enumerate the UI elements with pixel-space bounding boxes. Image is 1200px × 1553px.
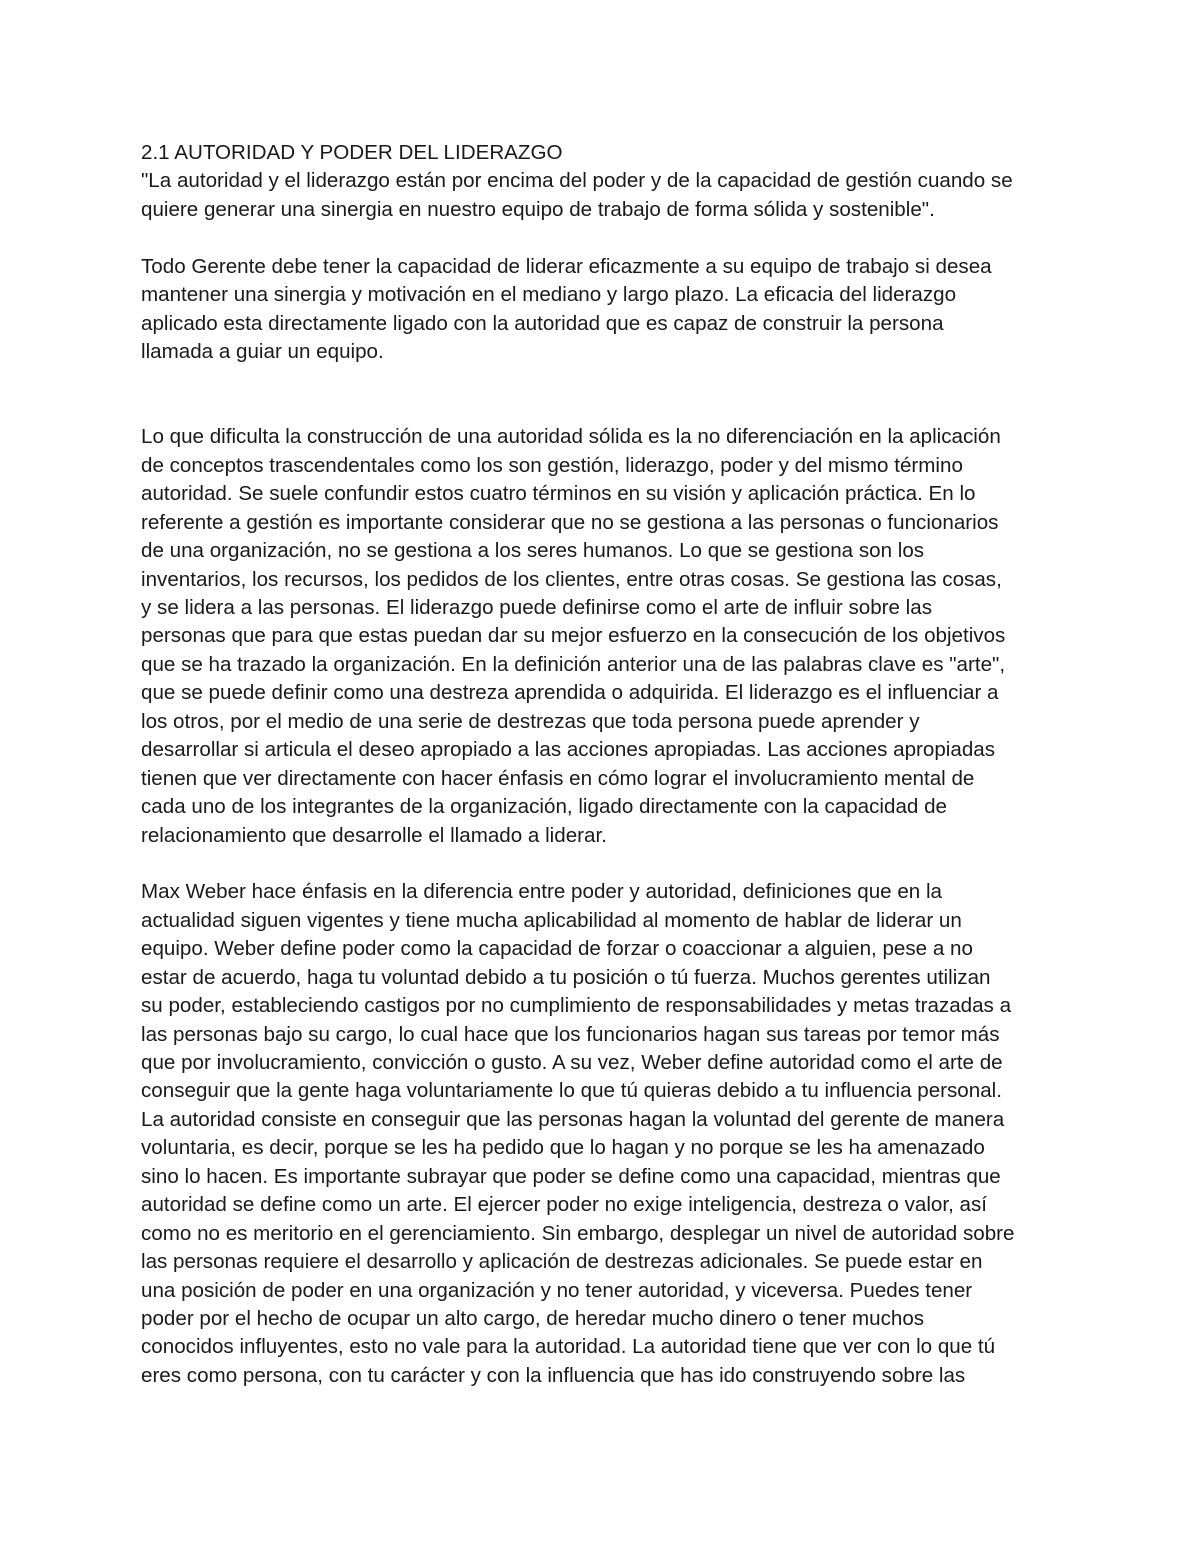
text-line: personas que para que estas puedan dar su mejor esfuerzo en la consecución de los objetivos [141, 624, 1006, 648]
text-line: de conceptos trascendentales como los son gestión, liderazgo, poder y del mismo término [141, 453, 963, 477]
document-body [141, 139, 1066, 1390]
text-line: cada uno de los integrantes de la organización, ligado directamente con la capacidad de [141, 795, 947, 819]
text-line: conocidos influyentes, esto no vale para la autoridad. La autoridad tiene que ver con lo que tú [141, 1335, 996, 1359]
text-line: que se puede definir como una destreza aprendida o adquirida. El liderazgo es el influenciar a [141, 681, 999, 705]
text-line: y se lidera a las personas. El liderazgo puede definirse como el arte de influir sobre las [141, 596, 932, 620]
text-line: actualidad siguen vigentes y tiene mucha aplicabilidad al momento de hablar de liderar un [141, 908, 962, 932]
text-line: como no es meritorio en el gerenciamiento. Sin embargo, desplegar un nivel de autoridad sobre [141, 1221, 1015, 1245]
text-line: desarrollar si articula el deseo apropiado a las acciones apropiadas. Las acciones apropiadas [141, 738, 996, 762]
text-line: sino lo hacen. Es importante subrayar que poder se define como una capacidad, mientras que [141, 1164, 1001, 1188]
text-line: poder por el hecho de ocupar un alto cargo, de heredar mucho dinero o tener muchos [141, 1306, 925, 1330]
text-line: las personas bajo su cargo, lo cual hace que los funcionarios hagan sus tareas por temor más [141, 1022, 1000, 1046]
text-line: conseguir que la gente haga voluntariamente lo que tú quieras debido a tu influencia personal. [141, 1079, 1002, 1103]
text-line: su poder, estableciendo castigos por no cumplimiento de responsabilidades y metas trazadas a [141, 994, 1012, 1018]
text-line: La autoridad consiste en conseguir que las personas hagan la voluntad del gerente de manera [141, 1107, 1005, 1131]
text-line: tienen que ver directamente con hacer énfasis en cómo lograr el involucramiento mental de [141, 766, 975, 790]
text-line: Todo Gerente debe tener la capacidad de liderar eficazmente a su equipo de trabajo si desea [141, 254, 992, 278]
text-line: inventarios, los recursos, los pedidos de los clientes, entre otras cosas. Se gestiona las cosas, [141, 567, 1002, 591]
text-line: de una organización, no se gestiona a los seres humanos. Lo que se gestiona son los [141, 539, 925, 563]
text-line: que por involucramiento, convicción o gusto. A su vez, Weber define autoridad como el arte de [141, 1051, 1003, 1075]
text-line: las personas requiere el desarrollo y aplicación de destrezas adicionales. Se puede estar en [141, 1250, 983, 1274]
text-line: Max Weber hace énfasis en la diferencia entre poder y autoridad, definiciones que en la [141, 880, 942, 904]
text-line: quiere generar una sinergia en nuestro equipo de trabajo de forma sólida y sostenible". [141, 197, 935, 221]
paragraph-spacer [141, 367, 1066, 424]
text-line: autoridad. Se suele confundir estos cuatro términos en su visión y aplicación práctica. En lo [141, 482, 976, 506]
text-line: Lo que dificulta la construcción de una autoridad sólida es la no diferenciación en la aplicación [141, 425, 1001, 449]
text-line: llamada a guiar un equipo. [141, 340, 384, 364]
text-line: estar de acuerdo, haga tu voluntad debido a tu posición o tú fuerza. Muchos gerentes utilizan [141, 965, 991, 989]
paragraph-1 [141, 253, 1066, 367]
text-line: eres como persona, con tu carácter y con la influencia que has ido construyendo sobre las [141, 1363, 966, 1387]
text-line: aplicado esta directamente ligado con la autoridad que es capaz de construir la persona [141, 311, 944, 335]
text-line: mantener una sinergia y motivación en el mediano y largo plazo. La eficacia del liderazgo [141, 283, 957, 307]
text-line: autoridad se define como un arte. El ejercer poder no exige inteligencia, destreza o valor, así [141, 1193, 987, 1217]
text-line: voluntaria, es decir, porque se les ha pedido que lo hagan y no porque se les ha amenazado [141, 1136, 985, 1160]
document-heading: 2.1 AUTORIDAD Y PODER DEL LIDERAZGO [141, 141, 563, 164]
paragraph-spacer [141, 850, 1066, 878]
text-line: equipo. Weber define poder como la capacidad de forzar o coaccionar a alguien, pese a no [141, 937, 973, 961]
paragraph-3 [141, 878, 1066, 1390]
text-line: una posición de poder en una organización y no tener autoridad, y viceversa. Puedes tener [141, 1278, 973, 1302]
paragraph-spacer [141, 224, 1066, 252]
opening-quote [141, 167, 1066, 224]
text-line: los otros, por el medio de una serie de destrezas que toda persona puede aprender y [141, 709, 920, 733]
text-line: relacionamiento que desarrolle el llamado a liderar. [141, 823, 607, 847]
text-line: "La autoridad y el liderazgo están por encima del poder y de la capacidad de gestión cuando se [141, 169, 1013, 193]
text-line: que se ha trazado la organización. En la definición anterior una de las palabras clave es "arte", [141, 652, 1006, 676]
text-line: referente a gestión es importante considerar que no se gestiona a las personas o funcionarios [141, 510, 999, 534]
paragraph-2 [141, 423, 1066, 850]
